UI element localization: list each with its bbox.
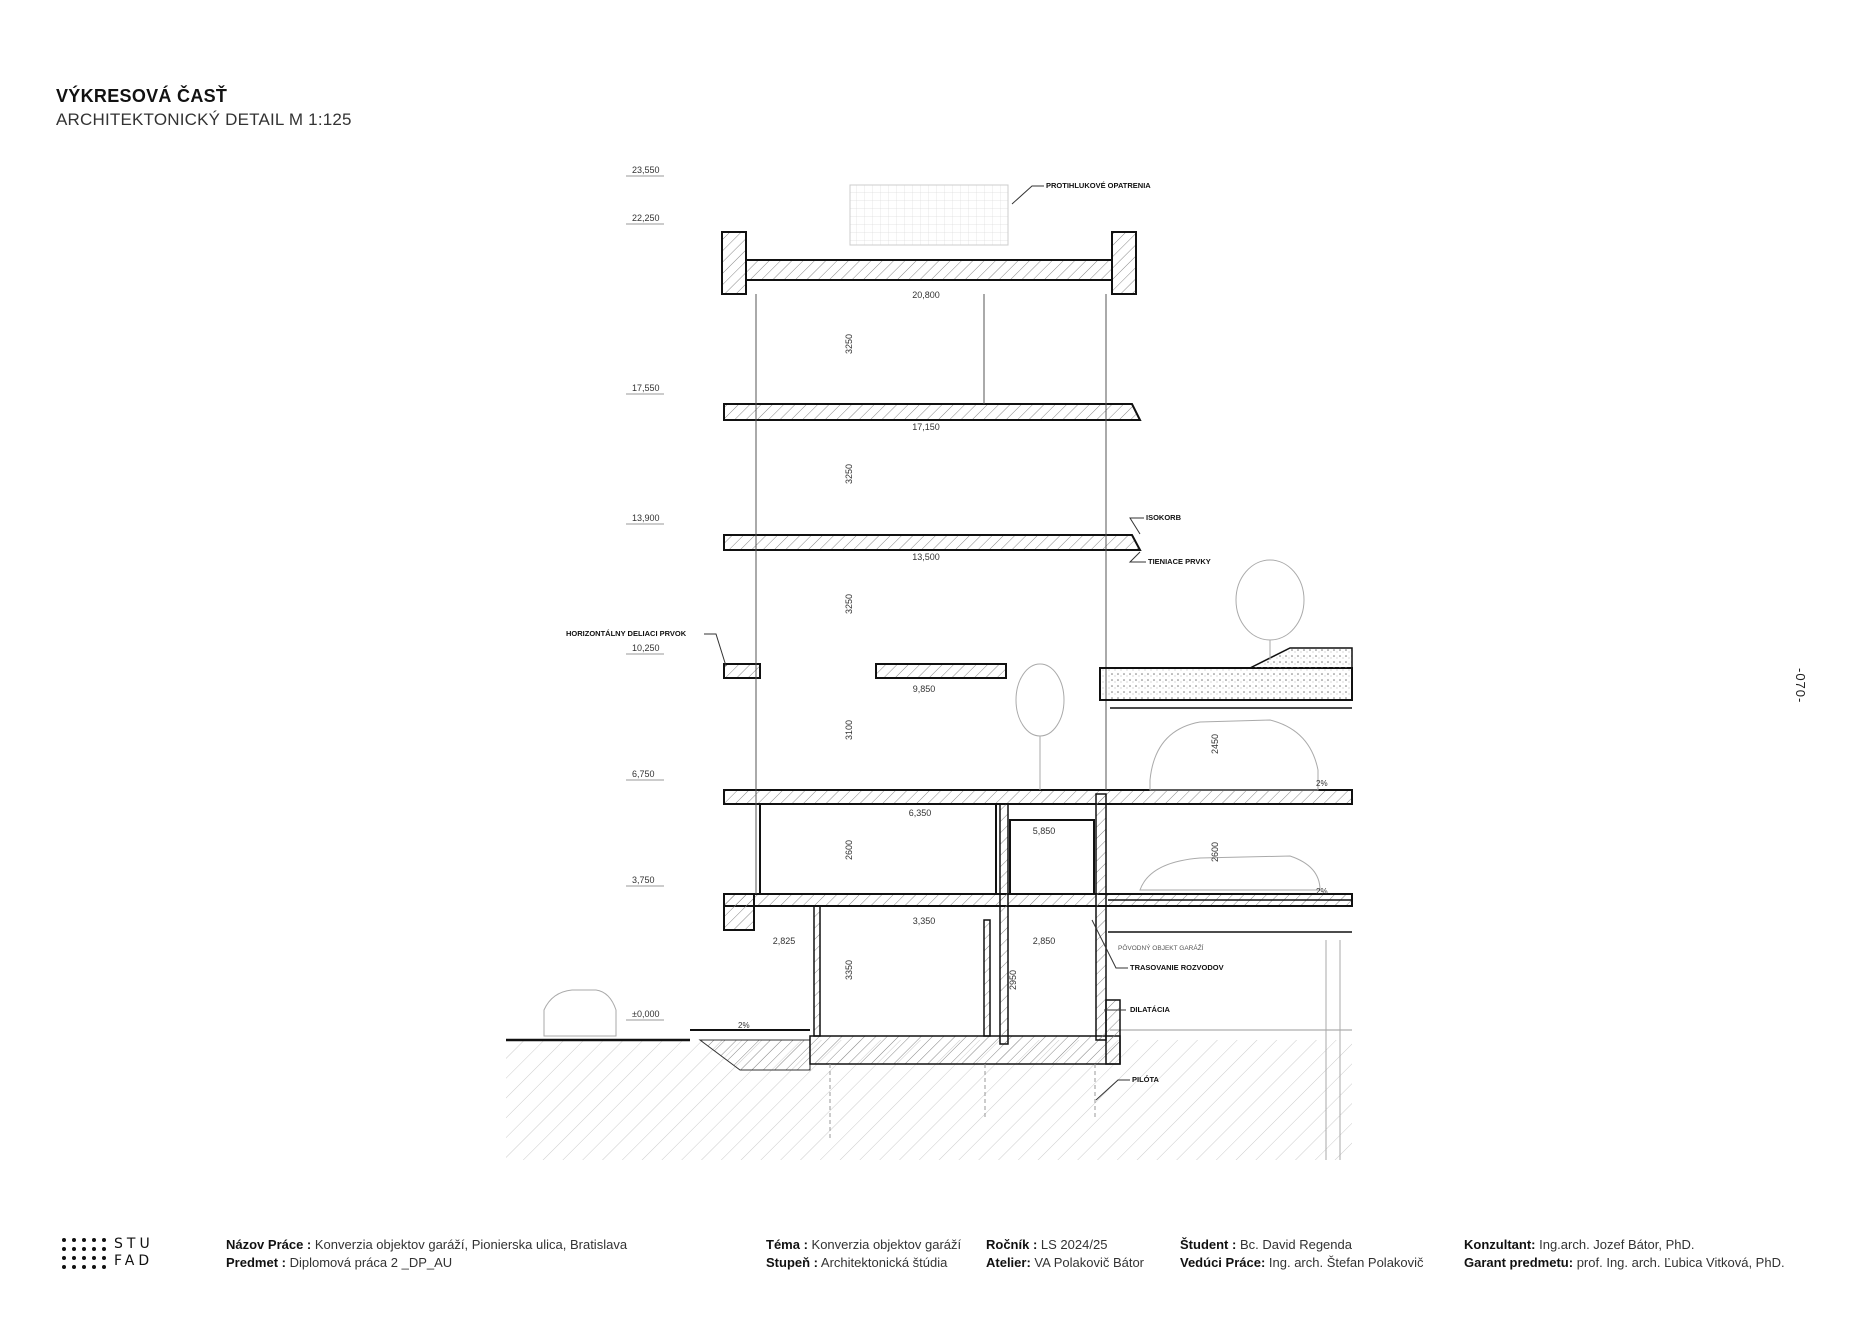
elevation-label: 23,550 (632, 165, 660, 175)
annotation-dilatation: DILATÁCIA (1130, 1005, 1170, 1014)
slope-label: 2% (1316, 887, 1328, 896)
footer-student: Študent : Bc. David Regenda Vedúci Práce: Ing. arch. Štefan Polakovič (1180, 1237, 1424, 1270)
floor-level-label: 20,800 (912, 290, 940, 300)
storey-height-label: 2950 (1008, 969, 1018, 991)
floor-level-label: 2,825 (772, 936, 796, 946)
elevation-label: 10,250 (632, 643, 660, 653)
elevation-label: 17,550 (632, 383, 660, 393)
annotation-pile: PILÓTA (1132, 1075, 1159, 1084)
footer-work: Názov Práce : Konverzia objektov garáží, Pionierska ulica, Bratislava Predmet : Diplomová práca 2 _DP_AU (226, 1237, 628, 1270)
storey-height-label: 3100 (844, 719, 854, 741)
annotation-noise: PROTIHLUKOVÉ OPATRENIA (1046, 181, 1151, 190)
storey-height-label: 3250 (844, 593, 854, 615)
floor-level-labels (773, 290, 1056, 946)
sheet-title: VÝKRESOVÁ ČASŤ (56, 86, 228, 106)
logo-text: STU FAD (114, 1236, 154, 1269)
elevation-label: 3,750 (632, 875, 655, 885)
elevation-label: 6,750 (632, 769, 655, 779)
annotation-routing: TRASOVANIE ROZVODOV (1130, 963, 1224, 972)
floor-level-label: 2,850 (1032, 936, 1056, 946)
annotation-original: PÔVODNÝ OBJEKT GARÁŽÍ (1118, 945, 1204, 952)
floor-level-label: 6,350 (908, 808, 932, 818)
footer-consultant: Konzultant: Ing.arch. Jozef Bátor, PhD. Garant predmetu: prof. Ing. arch. Ľubica Vitková, PhD. (1464, 1237, 1785, 1270)
storey-height-label: 3250 (844, 463, 854, 485)
floor-level-label: 17,150 (912, 422, 940, 432)
footer-year: Ročník : LS 2024/25 Atelier: VA Polakovič Bátor (986, 1237, 1145, 1270)
storey-height-label: 2450 (1210, 733, 1220, 755)
sheet-subtitle: ARCHITEKTONICKÝ DETAIL M 1:125 (56, 110, 352, 129)
footer-theme: Téma : Konverzia objektov garáží Stupeň : Architektonická štúdia (766, 1237, 962, 1270)
storey-height-label: 3250 (844, 333, 854, 355)
building (722, 185, 1352, 1160)
elevation-marks (626, 165, 664, 1020)
annotation-divider: HORIZONTÁLNY DELIACI PRVOK (566, 629, 687, 638)
slope-label: 2% (1316, 779, 1328, 788)
floor-level-label: 3,350 (912, 916, 936, 926)
storey-height-label: 2600 (1210, 841, 1220, 863)
slope-label: 2% (738, 1021, 750, 1030)
elevation-label: 22,250 (632, 213, 660, 223)
elevation-label: 13,900 (632, 513, 660, 523)
elevation-label: ±0,000 (632, 1009, 660, 1019)
page-number: -070- (1793, 668, 1808, 704)
annotation-shading: TIENIACE PRVKY (1148, 557, 1211, 566)
stu-fad-logo (60, 1236, 160, 1276)
storey-height-label: 3350 (844, 959, 854, 981)
floor-level-label: 5,850 (1032, 826, 1056, 836)
floor-level-label: 9,850 (912, 684, 936, 694)
annotations (566, 181, 1224, 1100)
annotation-isokorb: ISOKORB (1146, 513, 1182, 522)
storey-heights (844, 334, 1220, 990)
floor-level-label: 13,500 (912, 552, 940, 562)
storey-height-label: 2600 (844, 839, 854, 861)
